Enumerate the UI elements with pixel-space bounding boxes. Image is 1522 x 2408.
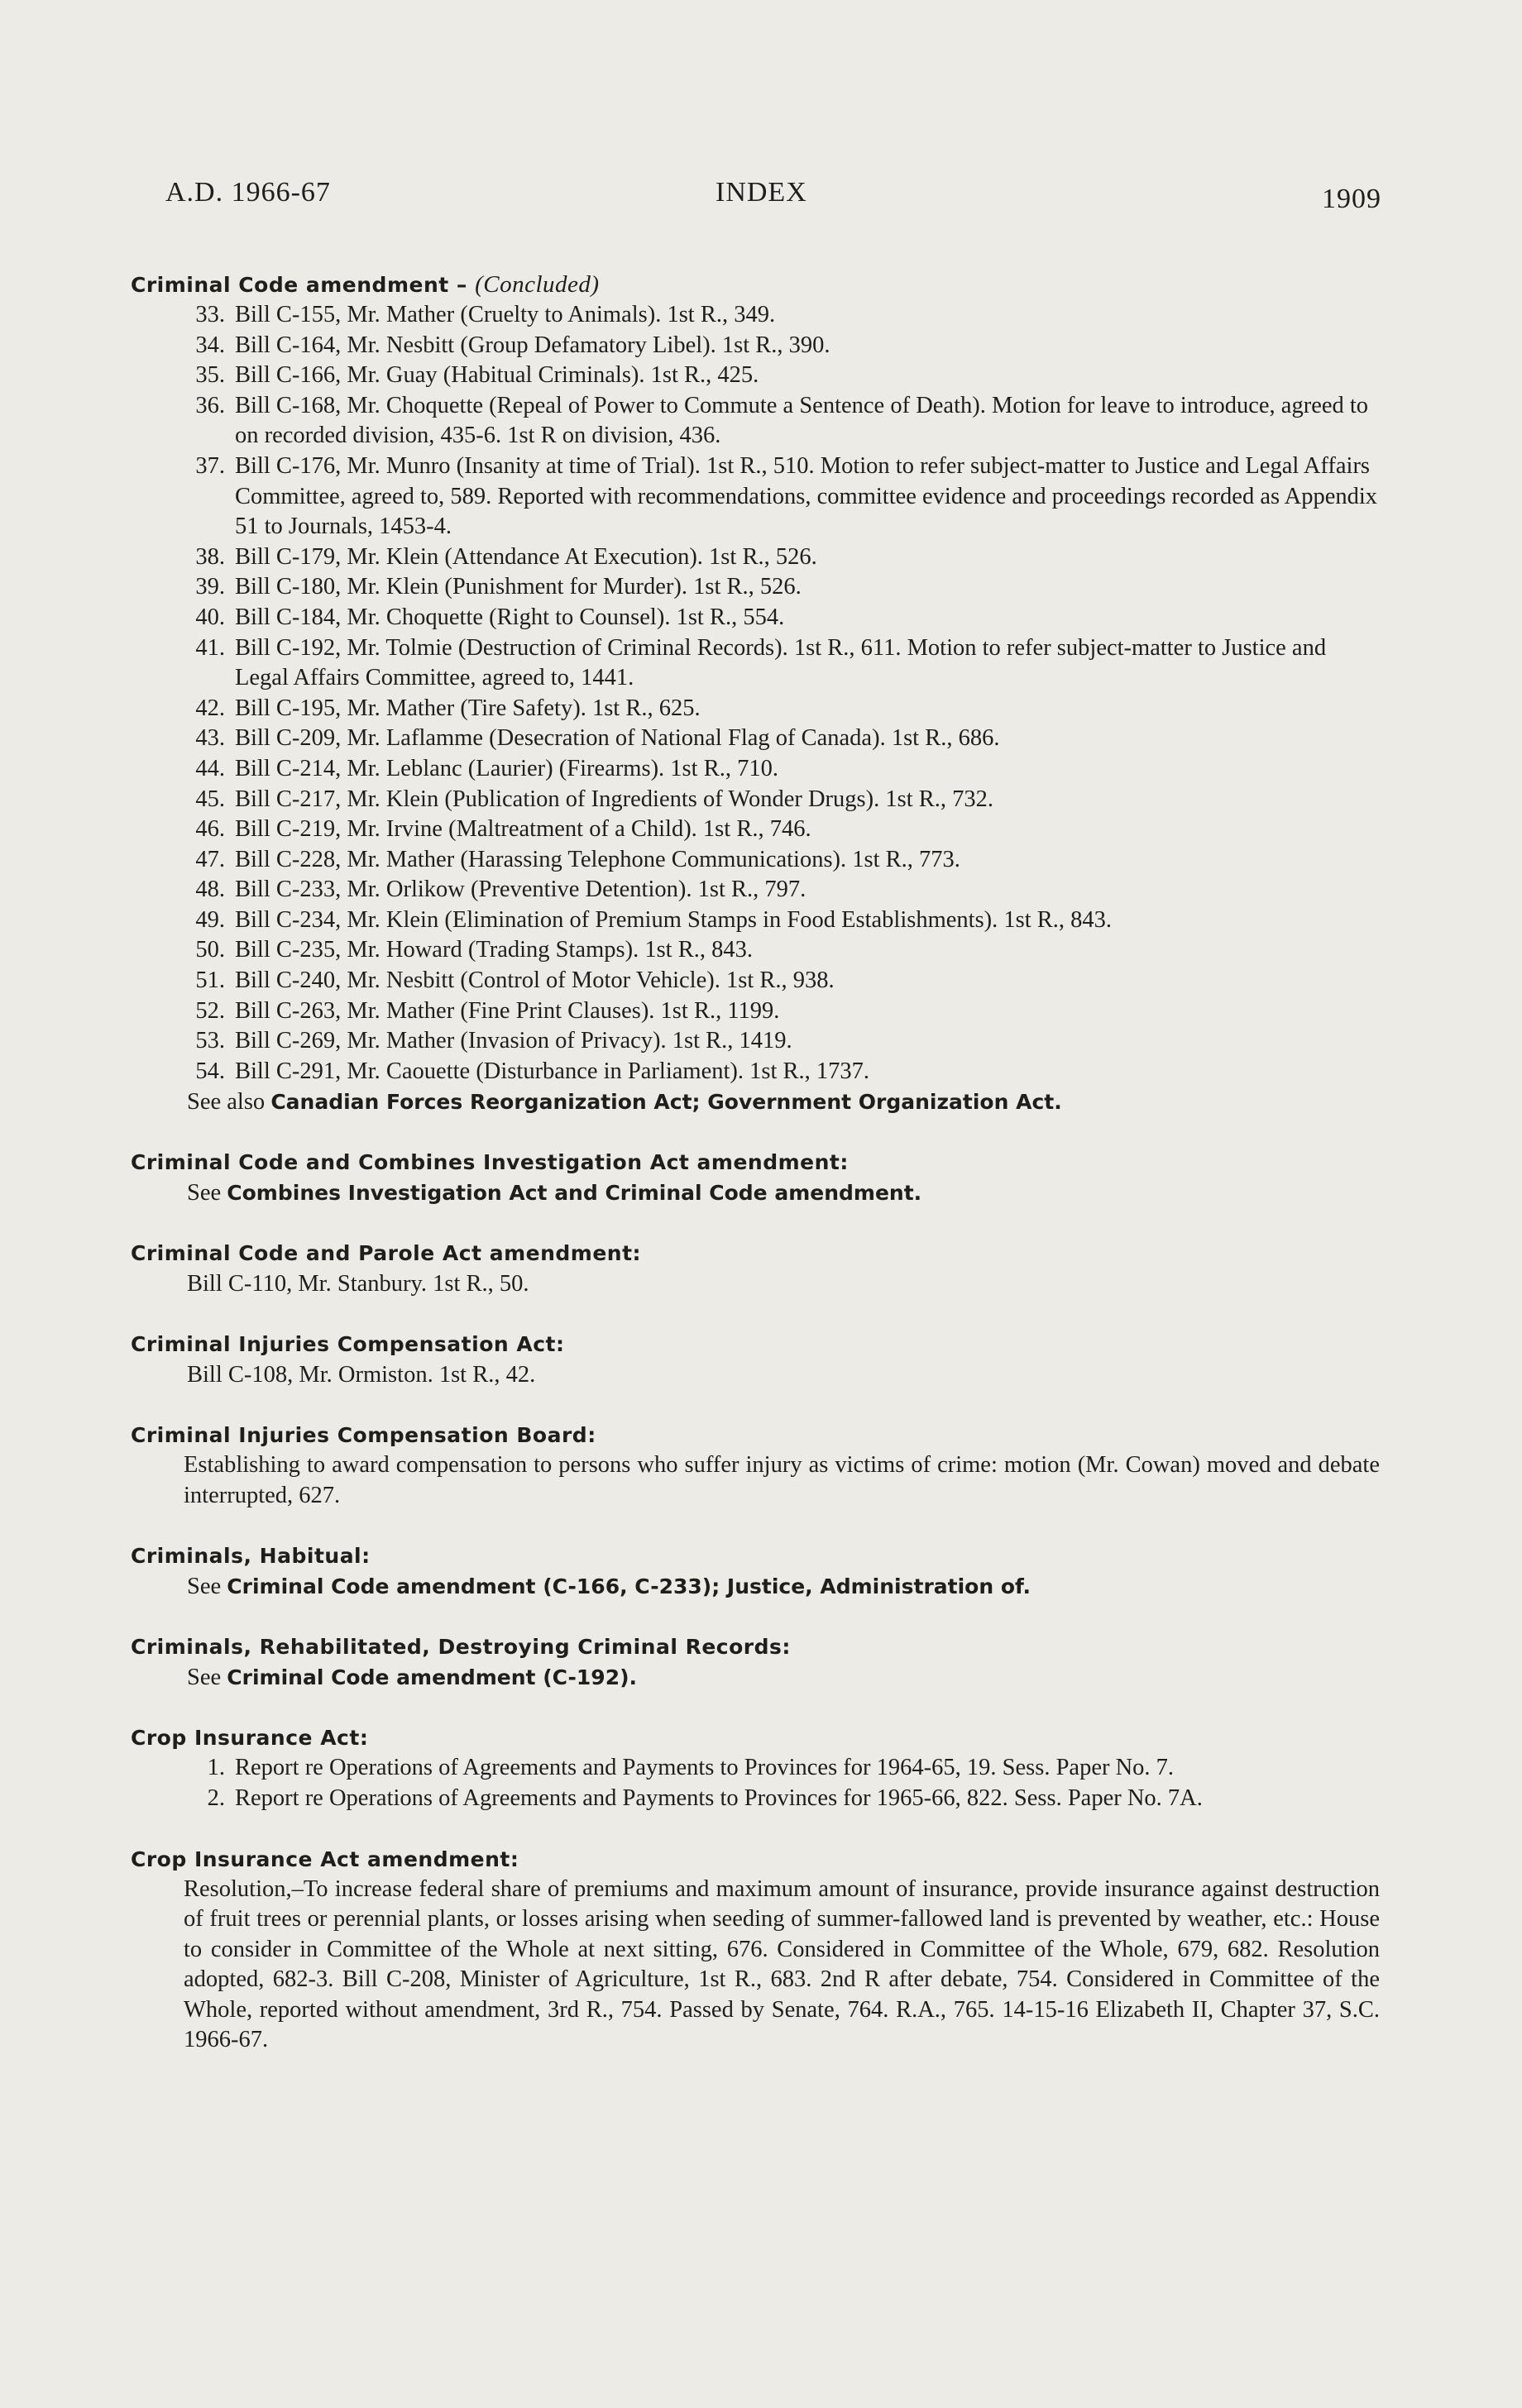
entry-text: Bill C-240, Mr. Nesbitt (Control of Motor Vehicle). 1st R., 938. xyxy=(235,967,835,994)
entry-text: Bill C-217, Mr. Klein (Publication of Ingredients of Wonder Drugs). 1st R., 732. xyxy=(235,786,994,812)
combines-see-ref: Combines Investigation Act and Criminal Code amendment. xyxy=(227,1181,922,1206)
entry-number: 45. xyxy=(195,786,225,812)
entry-number: 46. xyxy=(195,816,225,843)
entry-number: 2. xyxy=(207,1785,225,1812)
heading-criminal-code xyxy=(131,270,1380,300)
entry-text: Bill C-176, Mr. Munro (Insanity at time of Trial). 1st R., 510. Motion to refer subject-matter to Justice and Legal Affairs Committee, agreed to, 589. Reported with recommendations, committee evidence and proceedings recorded as Appendix 51 to Journals, 1453-4. xyxy=(235,452,1378,540)
entry-text: Bill C-233, Mr. Orlikow (Preventive Detention). 1st R., 797. xyxy=(235,877,806,903)
entry-number: 40. xyxy=(195,604,225,630)
entry-number: 49. xyxy=(195,906,225,933)
entry-number: 43. xyxy=(195,725,225,752)
criminal-code-entry xyxy=(131,633,1380,694)
entry-text: Bill C-184, Mr. Choquette (Right to Counsel). 1st R., 554. xyxy=(235,604,785,630)
entry-number: 53. xyxy=(195,1028,225,1054)
criminal-code-entry xyxy=(131,845,1380,876)
entry-text: Bill C-234, Mr. Klein (Elimination of Premium Stamps in Food Establishments). 1st R., 843. xyxy=(235,906,1113,933)
criminal-code-entry xyxy=(131,361,1380,391)
entry-number: 50. xyxy=(195,937,225,963)
entry-text: Bill C-263, Mr. Mather (Fine Print Clauses). 1st R., 1199. xyxy=(235,997,780,1024)
entry-text: Bill C-228, Mr. Mather (Harassing Telephone Communications). 1st R., 773. xyxy=(235,846,960,872)
criminal-code-entries xyxy=(131,300,1380,1087)
entry-number: 35. xyxy=(195,362,225,389)
heading-crop-act: Crop Insurance Act: xyxy=(131,1726,369,1751)
entry-number: 36. xyxy=(195,392,225,418)
entry-number: 1. xyxy=(207,1755,225,1781)
criminal-code-entry xyxy=(131,905,1380,936)
page-number: 1909 xyxy=(1322,184,1381,214)
criminal-code-entry xyxy=(131,391,1380,452)
entry-text: Bill C-219, Mr. Irvine (Maltreatment of a Child). 1st R., 746. xyxy=(235,816,811,843)
entry-text: Bill C-164, Mr. Nesbitt (Group Defamatory Libel). 1st R., 390. xyxy=(235,332,830,358)
see-also-refs: Canadian Forces Reorganization Act; Government Organization Act. xyxy=(270,1090,1062,1115)
heading-crop-amendment: Crop Insurance Act amendment: xyxy=(131,1847,519,1871)
entry-text: Report re Operations of Agreements and Payments to Provinces for 1964-65, 19. Sess. Paper No. 7. xyxy=(235,1755,1175,1781)
criminal-code-entry xyxy=(131,966,1380,996)
entry-text: Bill C-168, Mr. Choquette (Repeal of Power to Commute a Sentence of Death). Motion for leave to introduce, agreed to on recorded division, 435-6. 1st R on division, 436. xyxy=(235,392,1369,449)
entry-number: 39. xyxy=(195,574,225,600)
criminal-code-entry xyxy=(131,815,1380,845)
see-also-line xyxy=(131,1087,1380,1117)
header-date: A.D. 1966-67 xyxy=(165,177,331,208)
habitual-see xyxy=(131,1571,1380,1602)
index-content xyxy=(131,270,1380,2056)
entry-number: 54. xyxy=(195,1058,225,1084)
entry-number: 47. xyxy=(195,846,225,872)
injuries-board-text: Establishing to award compensation to persons who suffer injury as victims of crime: motion (Mr. Cowan) moved and debate interrupted, 627. xyxy=(184,1452,1380,1508)
entry-number: 52. xyxy=(195,997,225,1024)
entry-text: Report re Operations of Agreements and Payments to Provinces for 1965-66, 822. Sess. Paper No. 7A. xyxy=(235,1785,1203,1812)
heading-continued: (Concluded) xyxy=(475,271,600,298)
entry-text: Bill C-179, Mr. Klein (Attendance At Execution). 1st R., 526. xyxy=(235,543,817,570)
entry-text: Bill C-180, Mr. Klein (Punishment for Murder). 1st R., 526. xyxy=(235,574,802,600)
entry-text: Bill C-166, Mr. Guay (Habitual Criminals). 1st R., 425. xyxy=(235,362,759,389)
criminal-code-entry xyxy=(131,996,1380,1027)
crop-act-entry xyxy=(131,1784,1380,1814)
entry-text: Bill C-214, Mr. Leblanc (Laurier) (Firearms). 1st R., 710. xyxy=(235,755,778,781)
criminal-code-entry xyxy=(131,603,1380,633)
crop-amendment-text: Resolution,–To increase federal share of premiums and maximum amount of insurance, provide insurance against destruction of fruit trees or perennial plants, or losses arising when seeding of summer-fallowed land is prevented by weather, etc.: House to consider in Committee of the Whole at next sitting, 676. Considered in Committee of the Whole, 679, 682. Resolution adopted, 682-3. Bill C-208, Minister of Agriculture, 1st R., 683. 2nd R after debate, 754. Considered in Committee of the Whole, reported without amendment, 3rd R., 754. Passed by Senate, 764. R.A., 765. 14-15-16 Elizabeth II, Chapter 37, S.C. 1966-67. xyxy=(184,1875,1380,2053)
heading-parole: Criminal Code and Parole Act amendment: xyxy=(131,1241,642,1266)
entry-number: 51. xyxy=(195,967,225,994)
entry-number: 37. xyxy=(195,452,225,479)
criminal-code-entry xyxy=(131,572,1380,603)
parole-text: Bill C-110, Mr. Stanbury. 1st R., 50. xyxy=(187,1271,529,1297)
criminal-code-entry xyxy=(131,694,1380,724)
criminal-code-entry xyxy=(131,452,1380,542)
see-prefix: See xyxy=(187,1574,227,1600)
criminal-code-entry xyxy=(131,724,1380,754)
entry-number: 44. xyxy=(195,755,225,781)
crop-act-entry xyxy=(131,1753,1380,1784)
rehabilitated-see-ref: Criminal Code amendment (C-192). xyxy=(227,1665,638,1690)
header-title: INDEX xyxy=(716,177,807,208)
combines-see xyxy=(131,1178,1380,1208)
criminal-code-entry xyxy=(131,1057,1380,1087)
habitual-see-ref: Criminal Code amendment (C-166, C-233); Justice, Administration of. xyxy=(227,1574,1031,1599)
see-prefix: See xyxy=(187,1665,227,1691)
entry-text: Bill C-291, Mr. Caouette (Disturbance in Parliament). 1st R., 1737. xyxy=(235,1058,870,1084)
entry-text: Bill C-269, Mr. Mather (Invasion of Privacy). 1st R., 1419. xyxy=(235,1028,792,1054)
see-also-prefix: See also xyxy=(187,1089,271,1116)
criminal-code-entry xyxy=(131,935,1380,966)
entry-number: 41. xyxy=(195,634,225,661)
heading-habitual: Criminals, Habitual: xyxy=(131,1544,371,1569)
heading-text: Criminal Code amendment – xyxy=(131,273,476,297)
page-header xyxy=(165,177,1381,218)
criminal-code-entry xyxy=(131,331,1380,361)
criminal-code-entry xyxy=(131,1026,1380,1057)
criminal-code-entry xyxy=(131,754,1380,785)
entry-number: 33. xyxy=(195,302,225,327)
see-prefix: See xyxy=(187,1180,227,1206)
heading-injuries-act: Criminal Injuries Compensation Act: xyxy=(131,1332,565,1357)
entry-number: 38. xyxy=(195,543,225,570)
heading-combines: Criminal Code and Combines Investigation Act amendment: xyxy=(131,1150,849,1175)
heading-rehabilitated: Criminals, Rehabilitated, Destroying Criminal Records: xyxy=(131,1635,791,1660)
entry-text: Bill C-209, Mr. Laflamme (Desecration of National Flag of Canada). 1st R., 686. xyxy=(235,725,1000,752)
entry-number: 34. xyxy=(195,332,225,358)
injuries-act-text: Bill C-108, Mr. Ormiston. 1st R., 42. xyxy=(187,1362,536,1388)
criminal-code-entry xyxy=(131,542,1380,573)
entry-text: Bill C-155, Mr. Mather (Cruelty to Animals). 1st R., 349. xyxy=(235,302,776,327)
crop-act-entries xyxy=(131,1753,1380,1813)
entry-text: Bill C-235, Mr. Howard (Trading Stamps). 1st R., 843. xyxy=(235,937,753,963)
criminal-code-entry xyxy=(131,875,1380,905)
entry-number: 42. xyxy=(195,695,225,721)
criminal-code-entry xyxy=(131,300,1380,331)
entry-number: 48. xyxy=(195,877,225,903)
entry-text: Bill C-192, Mr. Tolmie (Destruction of Criminal Records). 1st R., 611. Motion to refer subject-matter to Justice and Legal Affairs Committee, agreed to, 1441. xyxy=(235,634,1327,691)
criminal-code-entry xyxy=(131,785,1380,815)
heading-injuries-board: Criminal Injuries Compensation Board: xyxy=(131,1423,596,1448)
rehabilitated-see xyxy=(131,1662,1380,1693)
entry-text: Bill C-195, Mr. Mather (Tire Safety). 1st R., 625. xyxy=(235,695,701,721)
